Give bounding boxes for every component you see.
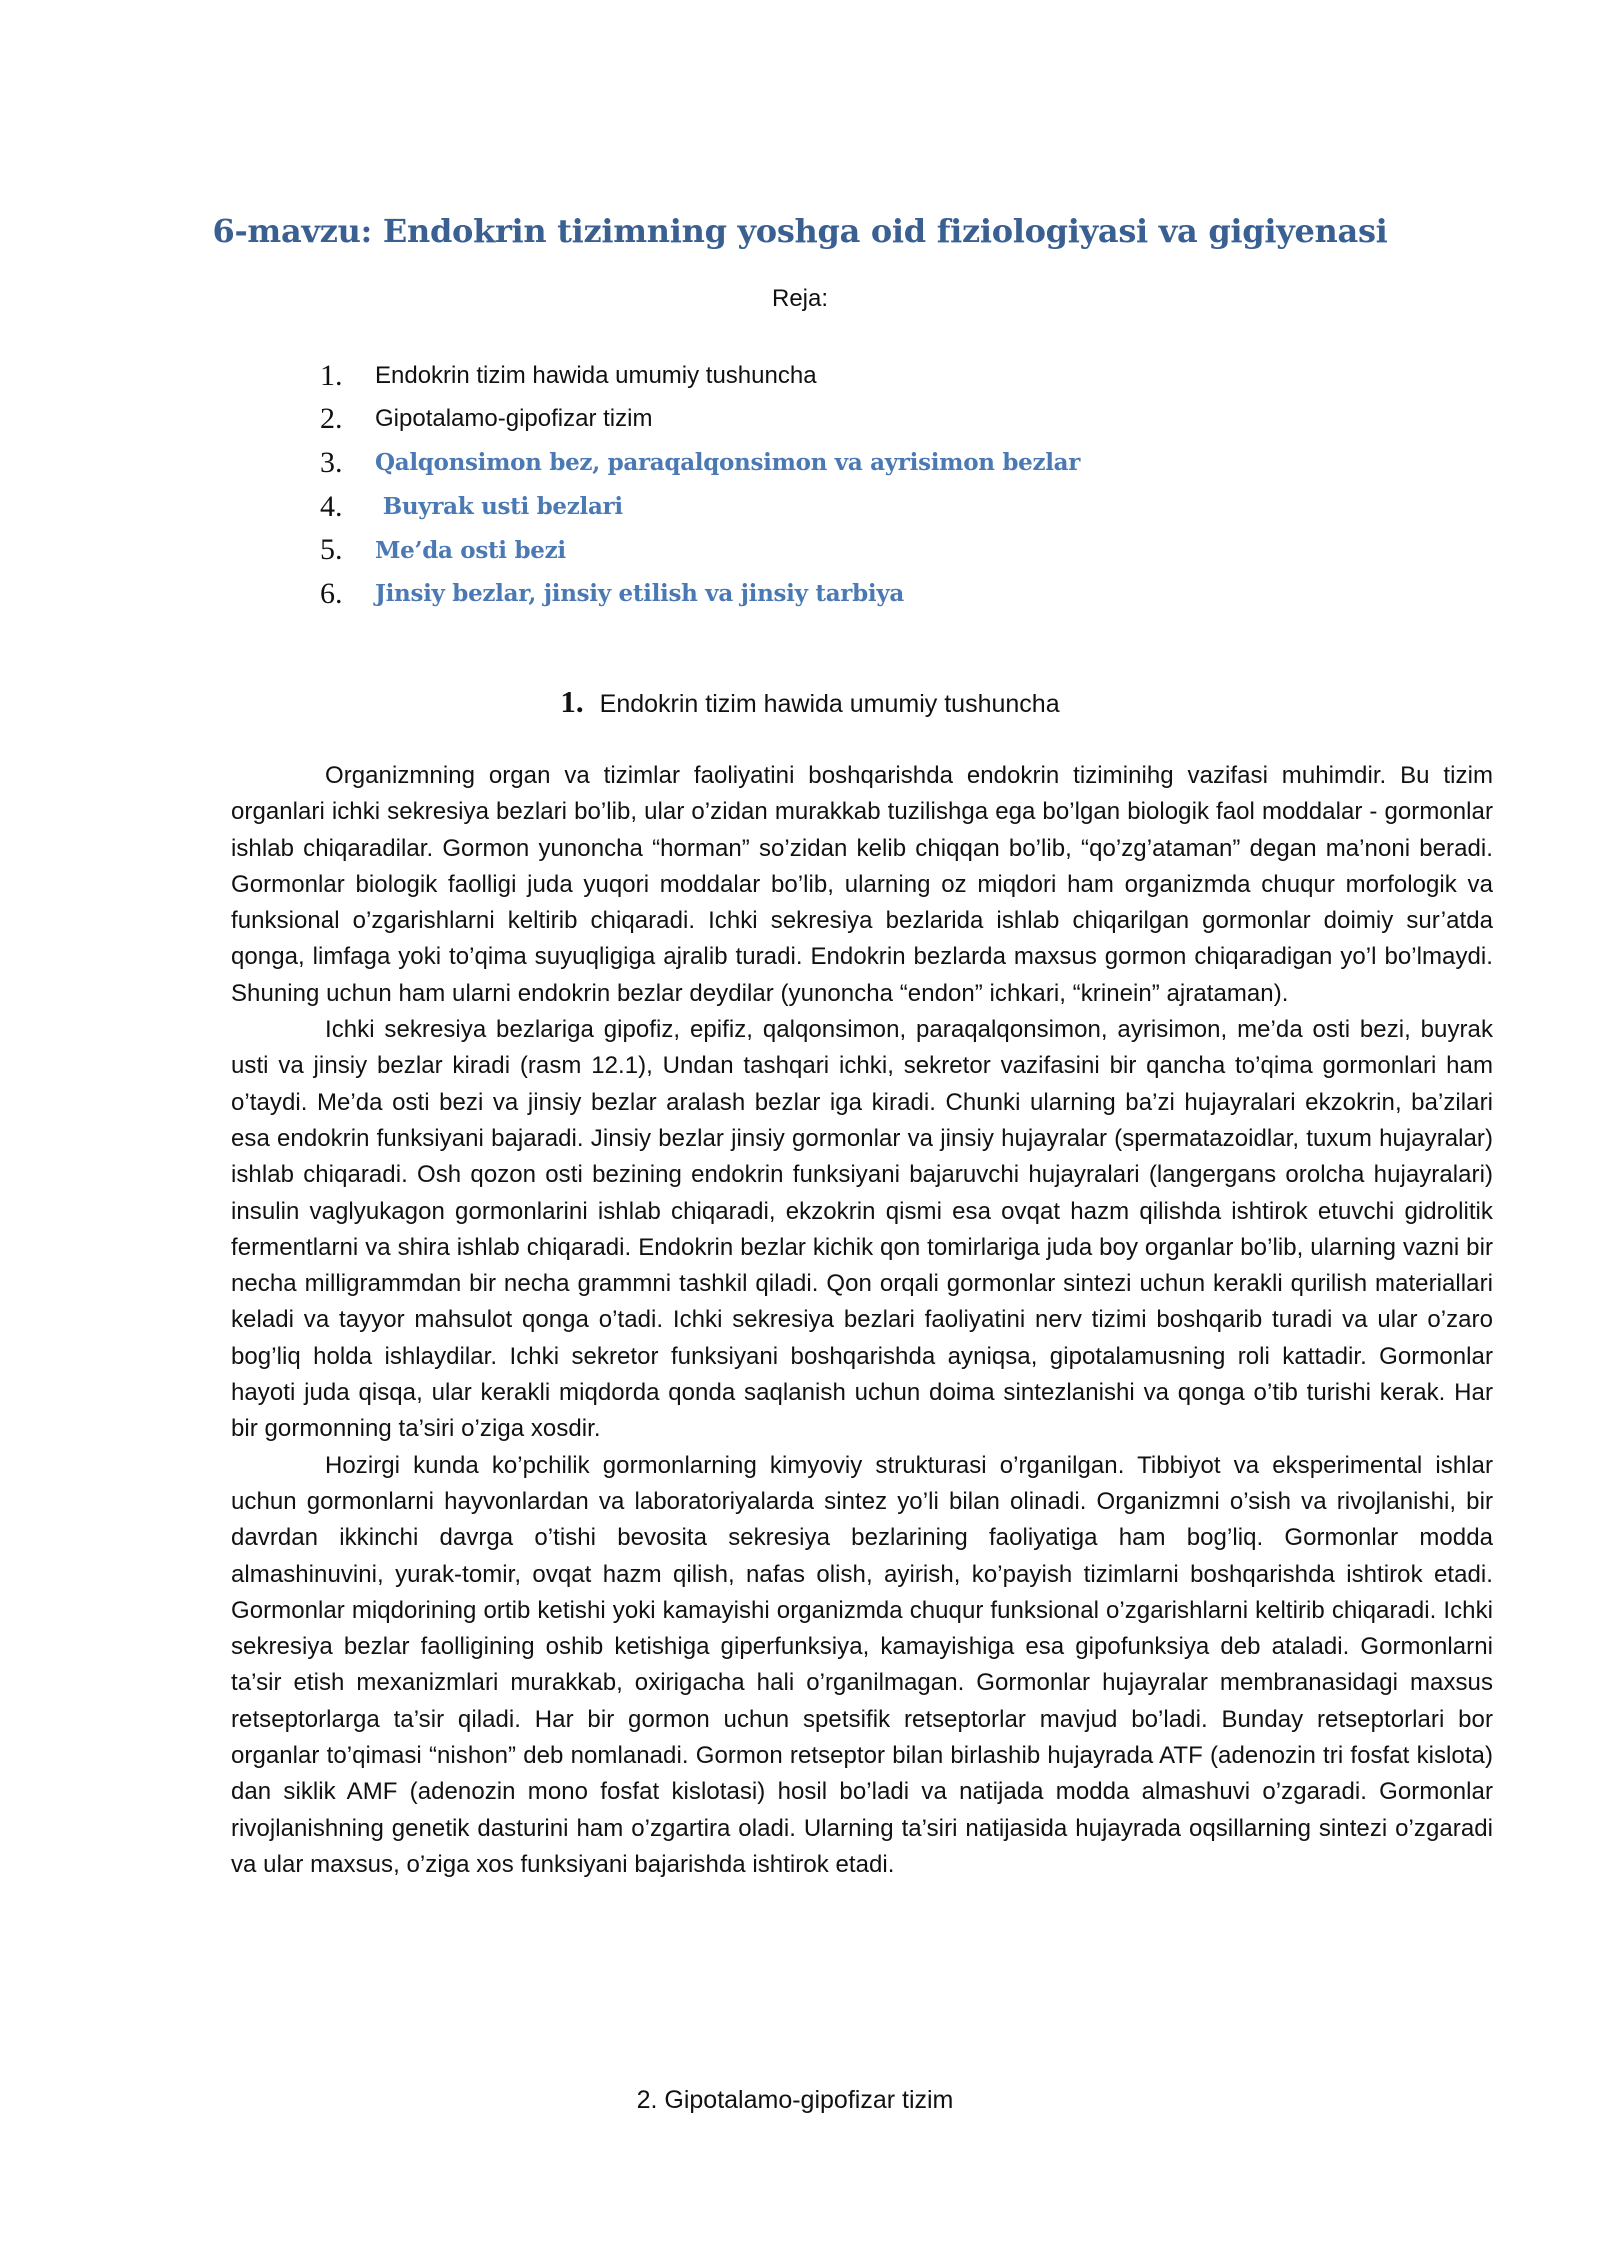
plan-item-text: Qalqonsimon bez, paraqalqonsimon va ayrisimon bezlar [375,449,1081,477]
plan-item-number: 3. [320,445,343,479]
plan-item-number: 5. [320,533,343,567]
body-paragraph: Hozirgi kunda ko’pchilik gormonlarning kimyoviy strukturasi o’rganilgan. Tibbiyot va eksperimental ishlar uchun gormonlarni hayvonlardan va laboratoriyalarda sintez yo’li bilan olinadi. Organizmni o’sish va rivojlanishi, bir davrdan ikkinchi davrga o’tishi bevosita sekresiya bezlarining faoliyatiga ham bog’liq. Gormonlar modda almashinuvini, yurak-tomir, ovqat hazm qilish, nafas olish, ayirish, ko’payish tizimlarni boshqarishda ishtirok etadi. Gormonlar miqdorining ortib ketishi yoki kamayishi organizmda chuqur funksional o’zgarishlarni keltirib chiqaradi. Ichki sekresiya bezlar faolligining oshib ketishiga giperfunksiya, kamayishiga esa gipofunksiya deb ataladi. Gormonlarni ta’sir etish mexanizmlari murakkab, oxirigacha hali o’rganilmagan. Gormonlar hujayralar membranasidagi maxsus retseptorlarga ta’sir qiladi. Har bir gormon uchun spetsifik retseptorlar mavjud bo’ladi. Bunday retseptorlari bor organlar to’qimasi “nishon” deb nomlanadi. Gormon retseptor bilan birlashib hujayrada ATF (adenozin tri fosfat kislota) dan siklik AMF (adenozin mono fosfat kislotasi) hosil bo’ladi va natijada modda almashuvi o’zgaradi. Gormonlar rivojlanishning genetik dasturini ham o’zgartira oladi. Ularning ta’siri natijasida hujayrada oqsillarning sintezi o’zgaradi va ular maxsus, o’ziga xos funksiyani bajarishda ishtirok etadi. [231,1451,1493,1878]
plan-item-text: Me’da osti bezi [375,536,566,564]
plan-item-number: 1. [320,358,343,392]
section-1-number: 1. [560,684,584,719]
section-1-title: Endokrin tizim hawida umumiy tushuncha [599,690,1060,718]
plan-item-text: Buyrak usti bezlari [375,493,623,521]
plan-list [320,354,1080,616]
plan-item [320,485,1080,529]
plan-item-number: 6. [320,576,343,610]
plan-label: Reja: [771,285,829,312]
section-1-heading [10,684,1600,720]
plan-item-text: Gipotalamo-gipofizar tizim [375,405,653,433]
plan-item-number: 4. [320,489,343,523]
plan-item [320,572,1080,616]
plan-item [320,441,1080,485]
plan-item [320,528,1080,572]
body-paragraph: Organizmning organ va tizimlar faoliyatini boshqarishda endokrin tiziminihg vazifasi muhimdir. Bu tizim organlari ichki sekresiya bezlari bo’lib, ular o’zidan murakkab tuzilishga ega bo’lgan biologik faol moddalar - gormonlar ishlab chiqaradilar. Gormon yunoncha “horman” so’zidan kelib chiqqan bo’lib, “qo’zg’ataman” degan ma’noni beradi. Gormonlar biologik faolligi juda yuqori moddalar bo’lib, ularning oz miqdori ham organizmda chuqur morfologik va funksional o’zgarishlarni keltirib chiqaradi. Ichki sekresiya bezlarida ishlab chiqarilgan gormonlar doimiy sur’atda qonga, limfaga yoki to’qima suyuqligiga ajralib turadi. Endokrin bezlarda maxsus gormon chiqaradigan yo’l bo’lmaydi. Shuning uchun ham ularni endokrin bezlar deydilar (yunoncha “endon” ichkari, “krinein” ajrataman). [231,762,1493,1007]
plan-item-text: Jinsiy bezlar, jinsiy etilish va jinsiy tarbiya [375,580,905,608]
section-2-heading: 2. Gipotalamo-gipofizar tizim [636,2086,954,2114]
body-paragraph: Ichki sekresiya bezlariga gipofiz, epifiz, qalqonsimon, paraqalqonsimon, ayrisimon, me’da osti bezi, buyrak usti va jinsiy bezlar kiradi (rasm 12.1), Undan tashqari ichki, sekretor vazifasini bir qancha to’qima gormonlari ham o’taydi. Me’da osti bezi va jinsiy bezlar aralash bezlar iga kiradi. Chunki ularning ba’zi hujayralari ekzokrin, ba’zilari esa endokrin funksiyani bajaradi. Jinsiy bezlar jinsiy gormonlar va jinsiy hujayralar (spermatazoidlar, tuxum hujayralar) ishlab chiqaradi. Osh qozon osti bezining endokrin funksiyani bajaruvchi hujayralari (langergans orolcha hujayralari) insulin vaglyukagon gormonlarini ishlab chiqaradi, ekzokrin qismi esa ovqat hazm qilishda ishtirok etuvchi gidrolitik fermentlarni va shira ishlab chiqaradi. Endokrin bezlar kichik qon tomirlariga juda boy organlar bo’lib, ularning vazni bir necha milligrammdan bir necha grammni tashkil qiladi. Qon orqali gormonlar sintezi uchun kerakli qurilish materiallari keladi va tayyor mahsulot qonga o’tadi. Ichki sekresiya bezlari faoliyatini nerv tizimi boshqarib turadi va ular o’zaro bog’liq holda ishlaydilar. Ichki sekretor funksiyani boshqarishda ayniqsa, gipotalamusning roli kattadir. Gormonlar hayoti juda qisqa, ular kerakli miqdorda qonda saqlanish uchun doima sintezlanishi va qonga o’tib turishi kerak. Har bir gormonning ta’siri o’ziga xosdir. [231,1016,1493,1443]
plan-item [320,398,1080,442]
page-title: 6-mavzu: Endokrin tizimning yoshga oid fiziologiyasi va gigiyenasi [212,212,1388,250]
plan-item-text: Endokrin tizim hawida umumiy tushuncha [375,361,817,389]
section-1-body [231,758,1493,1883]
plan-item-number: 2. [320,402,343,436]
plan-item [320,354,1080,398]
